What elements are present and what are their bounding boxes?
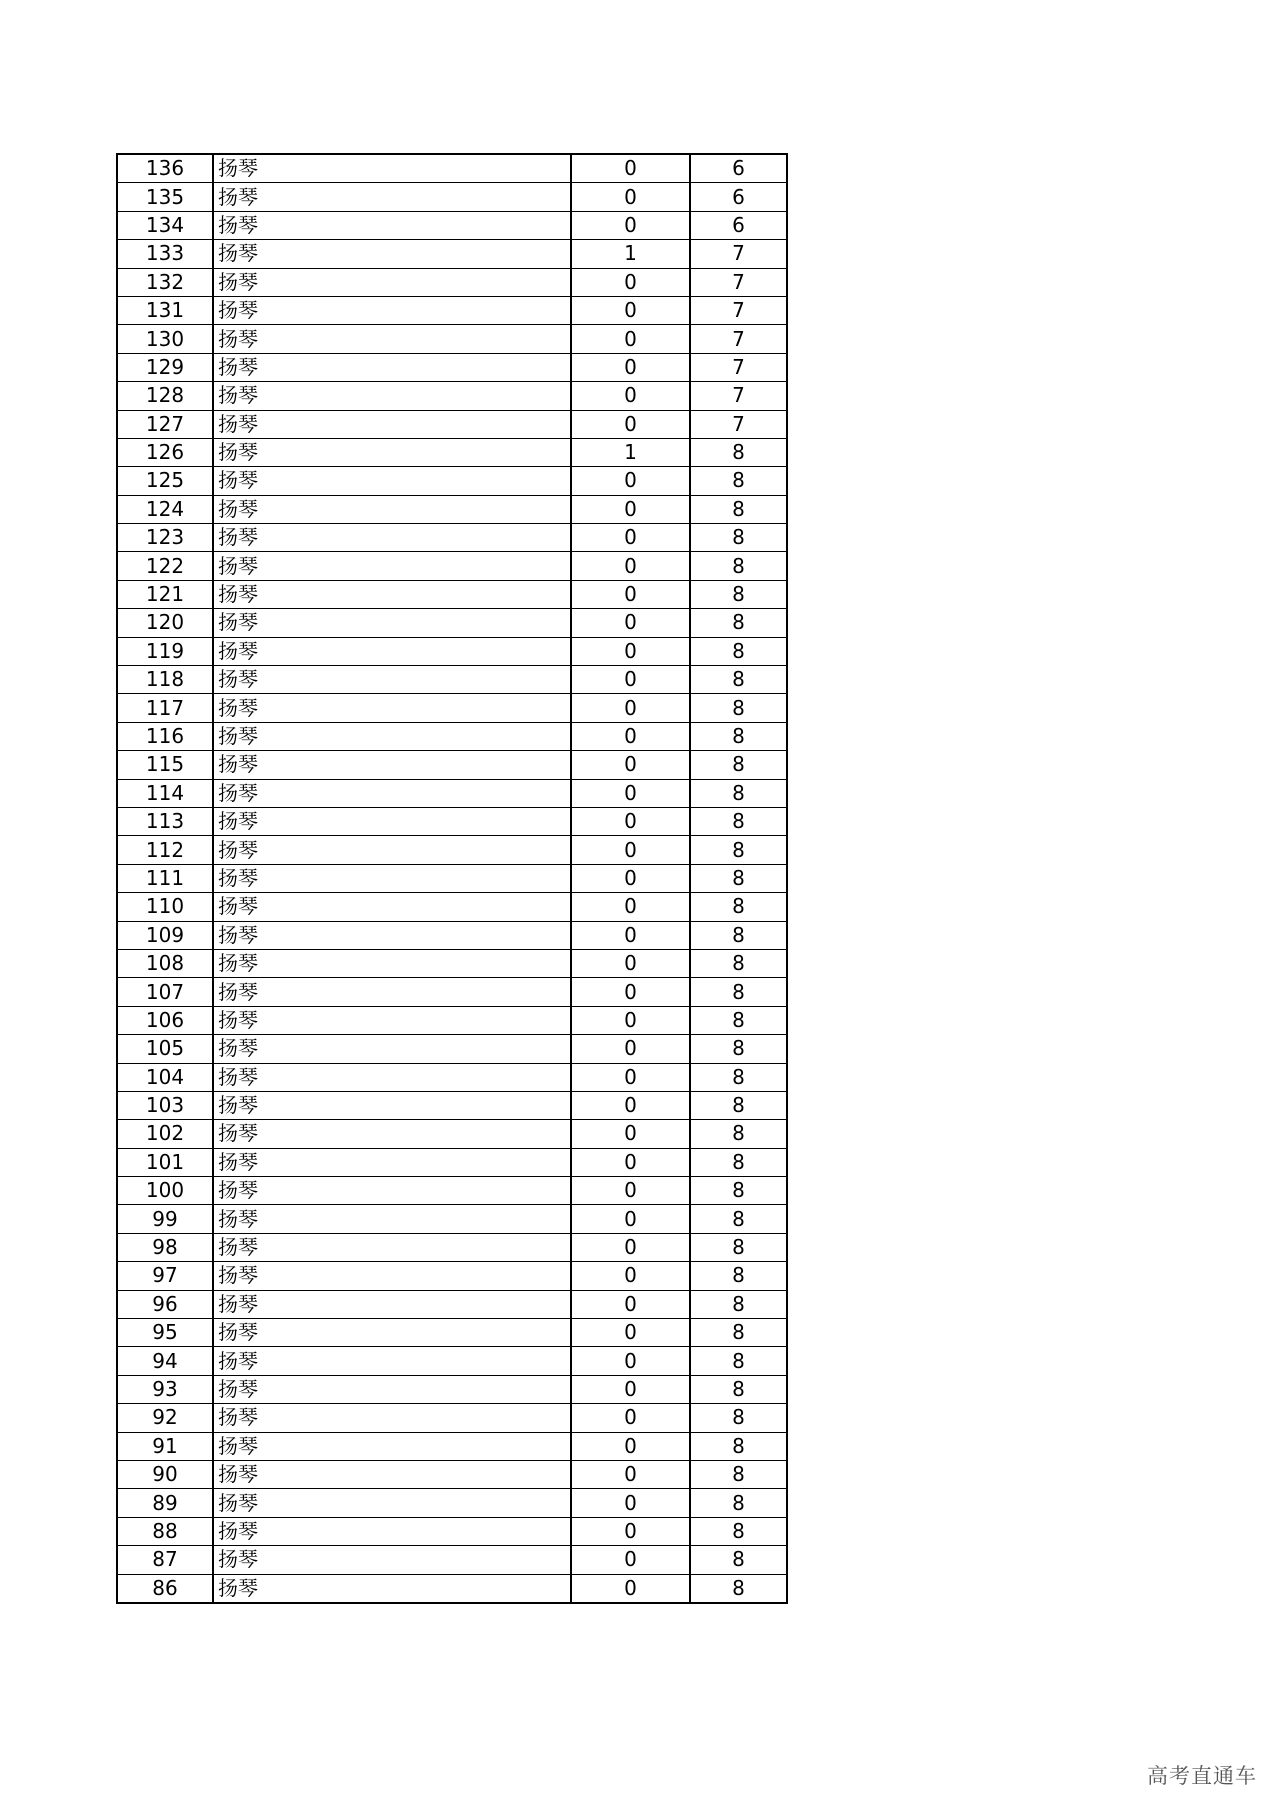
table-row — [117, 836, 787, 864]
table-row — [117, 1006, 787, 1034]
count-cell: 0 — [571, 1432, 690, 1460]
cumulative-count-cell: 8 — [690, 893, 787, 921]
cumulative-count-cell: 8 — [690, 694, 787, 722]
score-cell: 95 — [117, 1319, 213, 1347]
table-row — [117, 1546, 787, 1574]
table-row — [117, 751, 787, 779]
instrument-cell: 扬琴 — [213, 410, 571, 438]
count-cell: 0 — [571, 609, 690, 637]
cumulative-count-cell: 8 — [690, 1035, 787, 1063]
cumulative-count-cell: 8 — [690, 1517, 787, 1545]
score-cell: 121 — [117, 580, 213, 608]
count-cell: 0 — [571, 353, 690, 381]
count-cell: 0 — [571, 524, 690, 552]
cumulative-count-cell: 7 — [690, 268, 787, 296]
cumulative-count-cell: 8 — [690, 1205, 787, 1233]
table-row — [117, 1262, 787, 1290]
count-cell: 0 — [571, 1517, 690, 1545]
count-cell: 0 — [571, 1460, 690, 1488]
score-cell: 94 — [117, 1347, 213, 1375]
cumulative-count-cell: 8 — [690, 524, 787, 552]
cumulative-count-cell: 8 — [690, 949, 787, 977]
score-cell: 93 — [117, 1375, 213, 1403]
count-cell: 0 — [571, 1148, 690, 1176]
table-row — [117, 779, 787, 807]
count-cell: 0 — [571, 1233, 690, 1261]
cumulative-count-cell: 8 — [690, 722, 787, 750]
count-cell: 0 — [571, 949, 690, 977]
score-cell: 108 — [117, 949, 213, 977]
instrument-cell: 扬琴 — [213, 1546, 571, 1574]
table-row — [117, 1460, 787, 1488]
instrument-cell: 扬琴 — [213, 807, 571, 835]
cumulative-count-cell: 8 — [690, 637, 787, 665]
instrument-cell: 扬琴 — [213, 1489, 571, 1517]
table-row — [117, 1177, 787, 1205]
score-cell: 100 — [117, 1177, 213, 1205]
instrument-cell: 扬琴 — [213, 438, 571, 466]
score-cell: 118 — [117, 666, 213, 694]
instrument-cell: 扬琴 — [213, 1375, 571, 1403]
instrument-cell: 扬琴 — [213, 183, 571, 211]
cumulative-count-cell: 8 — [690, 1120, 787, 1148]
score-cell: 102 — [117, 1120, 213, 1148]
table-row — [117, 1063, 787, 1091]
count-cell: 0 — [571, 1574, 690, 1603]
score-cell: 133 — [117, 240, 213, 268]
score-cell: 115 — [117, 751, 213, 779]
instrument-cell: 扬琴 — [213, 1290, 571, 1318]
count-cell: 0 — [571, 893, 690, 921]
table-row — [117, 296, 787, 324]
cumulative-count-cell: 7 — [690, 240, 787, 268]
table-row — [117, 722, 787, 750]
watermark: 高考直通车 — [1147, 1764, 1257, 1788]
score-cell: 96 — [117, 1290, 213, 1318]
count-cell: 0 — [571, 1262, 690, 1290]
table-row — [117, 1489, 787, 1517]
table-row — [117, 580, 787, 608]
score-cell: 135 — [117, 183, 213, 211]
score-cell: 125 — [117, 467, 213, 495]
table-row — [117, 183, 787, 211]
count-cell: 0 — [571, 1091, 690, 1119]
table-row — [117, 268, 787, 296]
instrument-cell: 扬琴 — [213, 1233, 571, 1261]
count-cell: 0 — [571, 779, 690, 807]
score-cell: 112 — [117, 836, 213, 864]
instrument-cell: 扬琴 — [213, 666, 571, 694]
score-cell: 86 — [117, 1574, 213, 1603]
table-row — [117, 1375, 787, 1403]
instrument-cell: 扬琴 — [213, 779, 571, 807]
count-cell: 0 — [571, 1205, 690, 1233]
table-row — [117, 1319, 787, 1347]
instrument-cell: 扬琴 — [213, 1006, 571, 1034]
table-row — [117, 637, 787, 665]
cumulative-count-cell: 8 — [690, 1460, 787, 1488]
score-cell: 126 — [117, 438, 213, 466]
instrument-cell: 扬琴 — [213, 751, 571, 779]
score-cell: 104 — [117, 1063, 213, 1091]
instrument-cell: 扬琴 — [213, 893, 571, 921]
instrument-cell: 扬琴 — [213, 1460, 571, 1488]
table-row — [117, 694, 787, 722]
table-row — [117, 353, 787, 381]
instrument-cell: 扬琴 — [213, 836, 571, 864]
table-row — [117, 666, 787, 694]
count-cell: 0 — [571, 183, 690, 211]
cumulative-count-cell: 8 — [690, 1177, 787, 1205]
instrument-cell: 扬琴 — [213, 949, 571, 977]
score-table-body — [117, 154, 787, 1603]
score-cell: 103 — [117, 1091, 213, 1119]
instrument-cell: 扬琴 — [213, 1205, 571, 1233]
count-cell: 0 — [571, 495, 690, 523]
count-cell: 0 — [571, 1347, 690, 1375]
instrument-cell: 扬琴 — [213, 467, 571, 495]
score-cell: 132 — [117, 268, 213, 296]
cumulative-count-cell: 8 — [732, 1575, 745, 1600]
score-cell: 111 — [117, 864, 213, 892]
score-cell: 129 — [117, 353, 213, 381]
instrument-cell: 扬琴 — [213, 382, 571, 410]
instrument-cell: 扬琴 — [213, 1063, 571, 1091]
score-cell: 123 — [117, 524, 213, 552]
cumulative-count-cell: 8 — [690, 1006, 787, 1034]
count-cell: 0 — [571, 1120, 690, 1148]
cumulative-count-cell: 8 — [690, 1063, 787, 1091]
count-cell: 0 — [571, 807, 690, 835]
score-table — [116, 153, 788, 1604]
cumulative-count-cell: 7 — [690, 296, 787, 324]
instrument-cell: 扬琴 — [213, 211, 571, 239]
table-row — [117, 893, 787, 921]
cumulative-count-cell: 8 — [690, 580, 787, 608]
count-cell: 0 — [571, 1375, 690, 1403]
instrument-cell: 扬琴 — [213, 1177, 571, 1205]
score-cell: 97 — [117, 1262, 213, 1290]
table-row — [117, 1233, 787, 1261]
instrument-cell: 扬琴 — [213, 1091, 571, 1119]
score-cell: 109 — [117, 921, 213, 949]
count-cell: 0 — [571, 1063, 690, 1091]
instrument-cell: 扬琴 — [213, 637, 571, 665]
instrument-cell: 扬琴 — [213, 524, 571, 552]
score-cell: 122 — [117, 552, 213, 580]
count-cell: 1 — [571, 438, 690, 466]
instrument-cell: 扬琴 — [213, 1035, 571, 1063]
cumulative-count-cell: 8 — [690, 438, 787, 466]
cumulative-count-cell: 8 — [690, 467, 787, 495]
score-cell: 128 — [117, 382, 213, 410]
cumulative-count-cell: 8 — [690, 1404, 787, 1432]
cumulative-count-cell: 8 — [690, 1432, 787, 1460]
score-cell: 124 — [117, 495, 213, 523]
count-cell: 0 — [571, 552, 690, 580]
score-cell: 106 — [117, 1006, 213, 1034]
count-cell: 0 — [571, 921, 690, 949]
table-row — [117, 949, 787, 977]
count-cell: 0 — [571, 1290, 690, 1318]
cumulative-count-cell: 8 — [690, 1375, 787, 1403]
cumulative-count-cell: 8 — [690, 807, 787, 835]
instrument-cell: 扬琴 — [213, 154, 571, 183]
table-row — [117, 1517, 787, 1545]
instrument-cell: 扬琴 — [213, 1517, 571, 1545]
instrument-cell: 扬琴 — [213, 296, 571, 324]
instrument-cell: 扬琴 — [213, 325, 571, 353]
count-cell: 0 — [571, 211, 690, 239]
cumulative-count-cell: 8 — [690, 495, 787, 523]
cumulative-count-cell: 8 — [690, 1148, 787, 1176]
instrument-cell: 扬琴 — [213, 353, 571, 381]
table-row — [117, 325, 787, 353]
cumulative-count-cell: 7 — [690, 382, 787, 410]
instrument-cell: 扬琴 — [213, 268, 571, 296]
score-cell: 134 — [117, 211, 213, 239]
cumulative-count-cell: 8 — [690, 836, 787, 864]
count-cell: 0 — [571, 1035, 690, 1063]
count-cell: 0 — [571, 694, 690, 722]
score-cell: 130 — [117, 325, 213, 353]
cumulative-count-cell: 8 — [690, 1091, 787, 1119]
score-cell: 110 — [117, 893, 213, 921]
score-cell: 101 — [117, 1148, 213, 1176]
cumulative-count-cell: 8 — [690, 1489, 787, 1517]
score-cell: 88 — [117, 1517, 213, 1545]
score-cell: 90 — [117, 1460, 213, 1488]
score-cell: 105 — [117, 1035, 213, 1063]
table-row — [117, 921, 787, 949]
instrument-cell: 扬琴 — [213, 1319, 571, 1347]
table-row — [117, 1574, 787, 1603]
table-row — [117, 1205, 787, 1233]
table-row — [117, 410, 787, 438]
count-cell: 0 — [571, 1177, 690, 1205]
instrument-cell: 扬琴 — [213, 552, 571, 580]
table-row — [117, 438, 787, 466]
table-row — [117, 1035, 787, 1063]
table-row — [117, 978, 787, 1006]
score-cell: 91 — [117, 1432, 213, 1460]
instrument-cell: 扬琴 — [213, 978, 571, 1006]
count-cell: 0 — [571, 410, 690, 438]
score-cell: 89 — [117, 1489, 213, 1517]
table-row — [117, 864, 787, 892]
score-cell: 113 — [117, 807, 213, 835]
score-cell: 114 — [117, 779, 213, 807]
instrument-cell: 扬琴 — [213, 1574, 571, 1603]
table-row — [117, 1347, 787, 1375]
table-row — [117, 382, 787, 410]
cumulative-count-cell: 8 — [690, 609, 787, 637]
score-cell: 116 — [117, 722, 213, 750]
instrument-cell: 扬琴 — [213, 1148, 571, 1176]
cumulative-count-cell: 7 — [690, 353, 787, 381]
instrument-cell: 扬琴 — [213, 1404, 571, 1432]
instrument-cell: 扬琴 — [213, 694, 571, 722]
count-cell: 0 — [571, 722, 690, 750]
instrument-cell: 扬琴 — [213, 921, 571, 949]
cumulative-count-cell: 7 — [690, 325, 787, 353]
table-row — [117, 1290, 787, 1318]
count-cell: 0 — [571, 1546, 690, 1574]
count-cell: 0 — [571, 382, 690, 410]
cumulative-count-cell: 8 — [690, 1233, 787, 1261]
instrument-cell: 扬琴 — [213, 240, 571, 268]
count-cell: 0 — [571, 666, 690, 694]
instrument-cell: 扬琴 — [213, 1120, 571, 1148]
count-cell: 0 — [571, 296, 690, 324]
cumulative-count-cell: 8 — [690, 978, 787, 1006]
instrument-cell: 扬琴 — [213, 609, 571, 637]
count-cell: 0 — [571, 836, 690, 864]
count-cell: 0 — [571, 1489, 690, 1517]
count-cell: 1 — [571, 240, 690, 268]
table-row — [117, 1148, 787, 1176]
instrument-cell: 扬琴 — [213, 1347, 571, 1375]
score-cell: 127 — [117, 410, 213, 438]
cumulative-count-cell: 6 — [690, 183, 787, 211]
instrument-cell: 扬琴 — [213, 1262, 571, 1290]
instrument-cell: 扬琴 — [213, 580, 571, 608]
cumulative-count-cell: 8 — [690, 751, 787, 779]
score-cell: 117 — [117, 694, 213, 722]
cumulative-count-cell: 8 — [690, 921, 787, 949]
count-cell: 0 — [571, 325, 690, 353]
instrument-cell: 扬琴 — [213, 1432, 571, 1460]
table-row — [117, 609, 787, 637]
count-cell: 0 — [571, 268, 690, 296]
table-row — [117, 1091, 787, 1119]
count-cell: 0 — [571, 864, 690, 892]
cumulative-count-cell: 8 — [690, 1319, 787, 1347]
score-cell: 87 — [117, 1546, 213, 1574]
instrument-cell: 扬琴 — [213, 495, 571, 523]
score-cell: 120 — [117, 609, 213, 637]
count-cell: 0 — [571, 580, 690, 608]
count-cell: 0 — [571, 1319, 690, 1347]
count-cell: 0 — [571, 467, 690, 495]
score-cell: 136 — [117, 154, 213, 183]
score-cell: 92 — [117, 1404, 213, 1432]
cumulative-count-cell: 8 — [690, 1546, 787, 1574]
cumulative-count-cell: 8 — [690, 864, 787, 892]
score-cell: 99 — [117, 1205, 213, 1233]
score-cell: 107 — [117, 978, 213, 1006]
table-row — [117, 154, 787, 183]
table-row — [117, 1404, 787, 1432]
cumulative-count-cell: 6 — [690, 154, 787, 183]
cumulative-count-cell: 8 — [690, 779, 787, 807]
table-row — [117, 467, 787, 495]
cumulative-count-cell: 8 — [690, 552, 787, 580]
table-row — [117, 1432, 787, 1460]
score-cell: 98 — [117, 1233, 213, 1261]
table-row — [117, 524, 787, 552]
table-row — [117, 211, 787, 239]
table-row — [117, 807, 787, 835]
score-cell: 131 — [117, 296, 213, 324]
cumulative-count-cell: 8 — [690, 1262, 787, 1290]
instrument-cell: 扬琴 — [213, 864, 571, 892]
table-row — [117, 240, 787, 268]
instrument-cell: 扬琴 — [213, 722, 571, 750]
count-cell: 0 — [571, 751, 690, 779]
count-cell: 0 — [571, 1404, 690, 1432]
cumulative-count-cell: 8 — [690, 1290, 787, 1318]
count-cell: 0 — [571, 1006, 690, 1034]
cumulative-count-cell: 6 — [690, 211, 787, 239]
score-cell: 119 — [117, 637, 213, 665]
cumulative-count-cell: 8 — [690, 1347, 787, 1375]
count-cell: 0 — [571, 637, 690, 665]
cumulative-count-cell: 7 — [690, 410, 787, 438]
count-cell: 0 — [571, 154, 690, 183]
table-row — [117, 552, 787, 580]
cumulative-count-cell: 8 — [690, 666, 787, 694]
table-row — [117, 495, 787, 523]
count-cell: 0 — [571, 978, 690, 1006]
table-row — [117, 1120, 787, 1148]
